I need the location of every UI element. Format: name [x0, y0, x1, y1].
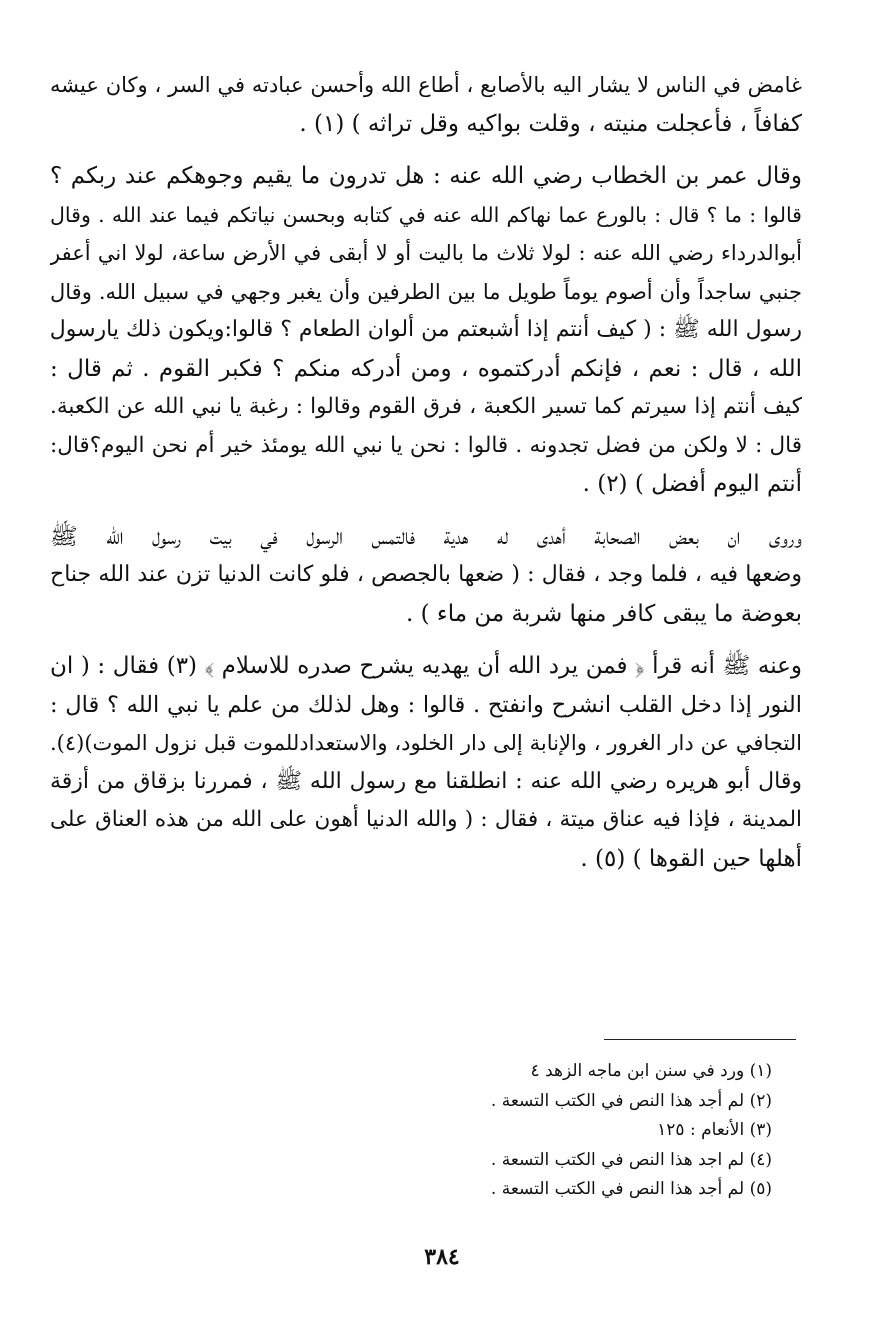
page-number: ٣٨٤	[424, 1244, 460, 1270]
footnote-divider	[604, 1039, 796, 1040]
text-line: وعنه ﷺ أنه قرأ ﴿ فمن يرد الله أن يهديه يشرح صدره للاسلام ﴾ (٣) فقال : ( ان	[50, 653, 802, 679]
text-line: قال : لا ولكن من فضل تجدونه . قالوا : نحن يا نبي الله يومئذ خير أم نحن اليوم؟قال:	[50, 432, 802, 458]
footnote: (٤) لم اجد هذا النص في الكتب التسعة .	[490, 1149, 772, 1170]
text-line: أبوالدرداء رضي الله عنه : لولا ثلاث ما باليت أو لا أبقى في الأرض ساعة، لولا اني أعفر	[50, 241, 802, 265]
text-line: وروى ان بعض الصحابة أهدى له هدية فالتمس الرسول في بيت رسول الله ﷺ	[50, 523, 802, 550]
paragraph	[50, 518, 802, 634]
text-line: كفافاً ، فأعجلت منيته ، وقلت بواكيه وقل تراثه ) (١) .	[299, 110, 802, 137]
paragraph	[50, 647, 802, 878]
text-line: وقال أبو هريره رضي الله عنه : انطلقنا مع رسول الله ﷺ ، فمررنا بزقاق من أزقة	[50, 768, 802, 794]
text-line: أهلها حين القوها ) (٥) .	[580, 845, 802, 872]
text-line: قالوا : ما ؟ قال : بالورع عما نهاكم الله عنه في كتابه وبحسن نياتكم فيما عند الله . وقال	[50, 202, 802, 227]
footnote: (١) ورد في سنن ابن ماجه الزهد ٤	[530, 1061, 772, 1081]
footnotes	[372, 1057, 772, 1205]
text-line: وقال عمر بن الخطاب رضي الله عنه : هل تدرون ما يقيم وجوهكم عند ربكم ؟	[50, 163, 802, 189]
footnote: (٥) لم أجد هذا النص في الكتب التسعة .	[490, 1179, 772, 1199]
text-line: جنبي ساجداً وأن أصوم يوماً طويل ما بين الطرفين وأن يغبر وجهي في سبيل الله. وقال	[50, 279, 802, 304]
paragraph	[50, 157, 802, 504]
text-line: بعوضة ما يبقى كافر منها شربة من ماء ) .	[406, 600, 802, 627]
text-line: أنتم اليوم أفضل ) (٢) .	[582, 471, 802, 497]
text-line: غامض في الناس لا يشار اليه بالأصابع ، أطاع الله وأحسن عبادته في السر ، وكان عيشه	[50, 73, 802, 97]
page-body	[50, 66, 802, 878]
footnote: (٣) الأنعام : ١٢٥	[657, 1120, 772, 1140]
paragraph	[50, 66, 802, 143]
text-line: النور إذا دخل القلب انشرح وانفتح . قالوا : وهل لذلك من علم يا نبي الله ؟ قال :	[50, 691, 802, 718]
text-line: التجافي عن دار الغرور ، والإنابة إلى دار الخلود، والاستعدادللموت قبل نزول الموت)(٤).	[50, 731, 802, 755]
text-line: رسول الله ﷺ : ( كيف أنتم إذا أشبعتم من ألوان الطعام ؟ قالوا:ويكون ذلك يارسول	[50, 317, 802, 342]
text-line: كيف أنتم إذا سيرتم كما تسير الكعبة ، فرق القوم وقالوا : رغبة يا نبي الله عن الكعبة.	[50, 394, 802, 419]
text-line: المدينة ، فإذا فيه عناق ميتة ، فقال : ( والله الدنيا أهون على الله من هذه العناق على	[50, 807, 802, 832]
text-line: الله ، قال : نعم ، فإنكم أدركتموه ، ومن أدركه منكم ؟ فكبر القوم . ثم قال :	[50, 355, 802, 382]
text-line: وضعها فيه ، فلما وجد ، فقال : ( ضعها بالجصص ، فلو كانت الدنيا تزن عند الله جناح	[50, 562, 802, 587]
footnote: (٢) لم أجد هذا النص في الكتب التسعة .	[490, 1090, 772, 1111]
